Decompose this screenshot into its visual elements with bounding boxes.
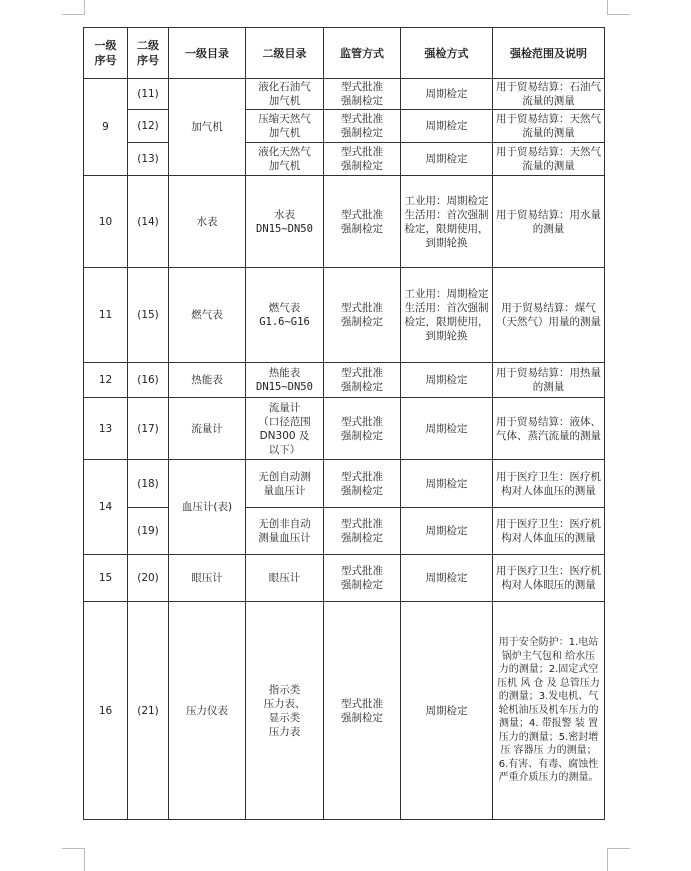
secondary-number-cell: (19): [128, 508, 169, 555]
inspection-method-cell: 周期检定: [401, 602, 493, 820]
table-row: [84, 268, 605, 363]
scope-cell: 用于安全防护：1.电站锅炉主气包和 给水压 力的测量；2.固定式空压机 风 仓 及 总管压力的测量；3.发电机、气轮机油压及机车压力的测量；4. 带报警 装 置压力的测量；5.密封增压 容器压 力的测量；6.有害、有毒、腐蚀性严重介质压力的测量。: [493, 602, 605, 820]
header-inspection-method: 强检方式: [401, 28, 493, 79]
crop-mark-top-right: [607, 0, 630, 15]
inspection-method-cell: 周期检定: [401, 555, 493, 602]
header-secondary-number: 二级 序号: [128, 28, 169, 79]
supervision-cell: 型式批准 强制检定: [324, 143, 401, 176]
secondary-category-cell: 水表 DN15~DN50: [246, 176, 324, 268]
primary-category-cell: 眼压计: [169, 555, 246, 602]
inspection-method-cell: 工业用：周期检定 生活用：首次强制检定，限期使用，到期轮换: [401, 268, 493, 363]
table-row: [84, 79, 605, 110]
secondary-number-cell: (14): [128, 176, 169, 268]
secondary-number-cell: (18): [128, 460, 169, 508]
scope-cell: 用于医疗卫生：医疗机构对人体血压的测量: [493, 460, 605, 508]
inspection-method-cell: 周期检定: [401, 460, 493, 508]
scope-cell: 用于医疗卫生：医疗机构对人体眼压的测量: [493, 555, 605, 602]
scope-cell: 用于贸易结算：液体、气体、蒸汽流量的测量: [493, 398, 605, 460]
supervision-cell: 型式批准 强制检定: [324, 555, 401, 602]
table-row: [84, 176, 605, 268]
supervision-cell: 型式批准 强制检定: [324, 508, 401, 555]
table-row: [84, 508, 605, 555]
primary-number-cell: 12: [84, 363, 128, 398]
secondary-category-cell: 热能表 DN15~DN50: [246, 363, 324, 398]
inspection-method-cell: 周期检定: [401, 79, 493, 110]
inspection-method-cell: 周期检定: [401, 110, 493, 143]
secondary-category-cell: 燃气表 G1.6~G16: [246, 268, 324, 363]
inspection-catalog-table: [83, 27, 605, 820]
primary-number-cell: 10: [84, 176, 128, 268]
scope-cell: 用于贸易结算：天然气流量的测量: [493, 143, 605, 176]
primary-category-cell: 血压计(表): [169, 460, 246, 555]
table-row: [84, 602, 605, 820]
scope-cell: 用于贸易结算：用水量的测量: [493, 176, 605, 268]
table-row: [84, 398, 605, 460]
secondary-number-cell: (21): [128, 602, 169, 820]
table-row: [84, 363, 605, 398]
secondary-number-cell: (15): [128, 268, 169, 363]
table-row: [84, 460, 605, 508]
scope-cell: 用于医疗卫生：医疗机构对人体血压的测量: [493, 508, 605, 555]
crop-mark-bottom-left: [62, 848, 85, 871]
crop-mark-bottom-right: [607, 848, 630, 871]
secondary-number-cell: (12): [128, 110, 169, 143]
primary-category-cell: 压力仪表: [169, 602, 246, 820]
supervision-cell: 型式批准 强制检定: [324, 268, 401, 363]
header-secondary-category: 二级目录: [246, 28, 324, 79]
scope-cell: 用于贸易结算：煤气（天然气）用量的测量: [493, 268, 605, 363]
supervision-cell: 型式批准 强制检定: [324, 110, 401, 143]
supervision-cell: 型式批准 强制检定: [324, 602, 401, 820]
crop-mark-top-left: [62, 0, 85, 15]
supervision-cell: 型式批准 强制检定: [324, 398, 401, 460]
scope-cell: 用于贸易结算：天然气流量的测量: [493, 110, 605, 143]
secondary-category-cell: 液化天然气 加气机: [246, 143, 324, 176]
inspection-method-cell: 周期检定: [401, 363, 493, 398]
primary-category-cell: 热能表: [169, 363, 246, 398]
primary-number-cell: 13: [84, 398, 128, 460]
header-primary-category: 一级目录: [169, 28, 246, 79]
primary-number-cell: 15: [84, 555, 128, 602]
primary-category-cell: 流量计: [169, 398, 246, 460]
secondary-number-cell: (20): [128, 555, 169, 602]
table-row: [84, 555, 605, 602]
secondary-number-cell: (11): [128, 79, 169, 110]
table-row: [84, 110, 605, 143]
primary-number-cell: 9: [84, 79, 128, 176]
header-inspection-scope: 强检范围及说明: [493, 28, 605, 79]
supervision-cell: 型式批准 强制检定: [324, 363, 401, 398]
header-row: [84, 28, 605, 79]
scope-cell: 用于贸易结算：石油气流量的测量: [493, 79, 605, 110]
inspection-method-cell: 周期检定: [401, 143, 493, 176]
inspection-method-cell: 周期检定: [401, 398, 493, 460]
primary-number-cell: 16: [84, 602, 128, 820]
secondary-category-cell: 眼压计: [246, 555, 324, 602]
table-row: [84, 143, 605, 176]
secondary-category-cell: 无创非自动 测量血压计: [246, 508, 324, 555]
primary-number-cell: 14: [84, 460, 128, 555]
inspection-method-cell: 周期检定: [401, 508, 493, 555]
secondary-category-cell: 液化石油气 加气机: [246, 79, 324, 110]
secondary-category-cell: 压缩天然气 加气机: [246, 110, 324, 143]
supervision-cell: 型式批准 强制检定: [324, 460, 401, 508]
primary-category-cell: 加气机: [169, 79, 246, 176]
secondary-category-cell: 指示类 压力表、 显示类 压力表: [246, 602, 324, 820]
supervision-cell: 型式批准 强制检定: [324, 176, 401, 268]
supervision-cell: 型式批准 强制检定: [324, 79, 401, 110]
secondary-number-cell: (13): [128, 143, 169, 176]
primary-category-cell: 燃气表: [169, 268, 246, 363]
primary-category-cell: 水表: [169, 176, 246, 268]
scope-cell: 用于贸易结算：用热量的测量: [493, 363, 605, 398]
primary-number-cell: 11: [84, 268, 128, 363]
header-supervision-method: 监管方式: [324, 28, 401, 79]
secondary-category-cell: 流量计 （口径范围 DN300 及 以下）: [246, 398, 324, 460]
secondary-number-cell: (16): [128, 363, 169, 398]
secondary-category-cell: 无创自动测 量血压计: [246, 460, 324, 508]
secondary-number-cell: (17): [128, 398, 169, 460]
inspection-method-cell: 工业用：周期检定 生活用：首次强制检定，限期使用，到期轮换: [401, 176, 493, 268]
header-primary-number: 一级 序号: [84, 28, 128, 79]
